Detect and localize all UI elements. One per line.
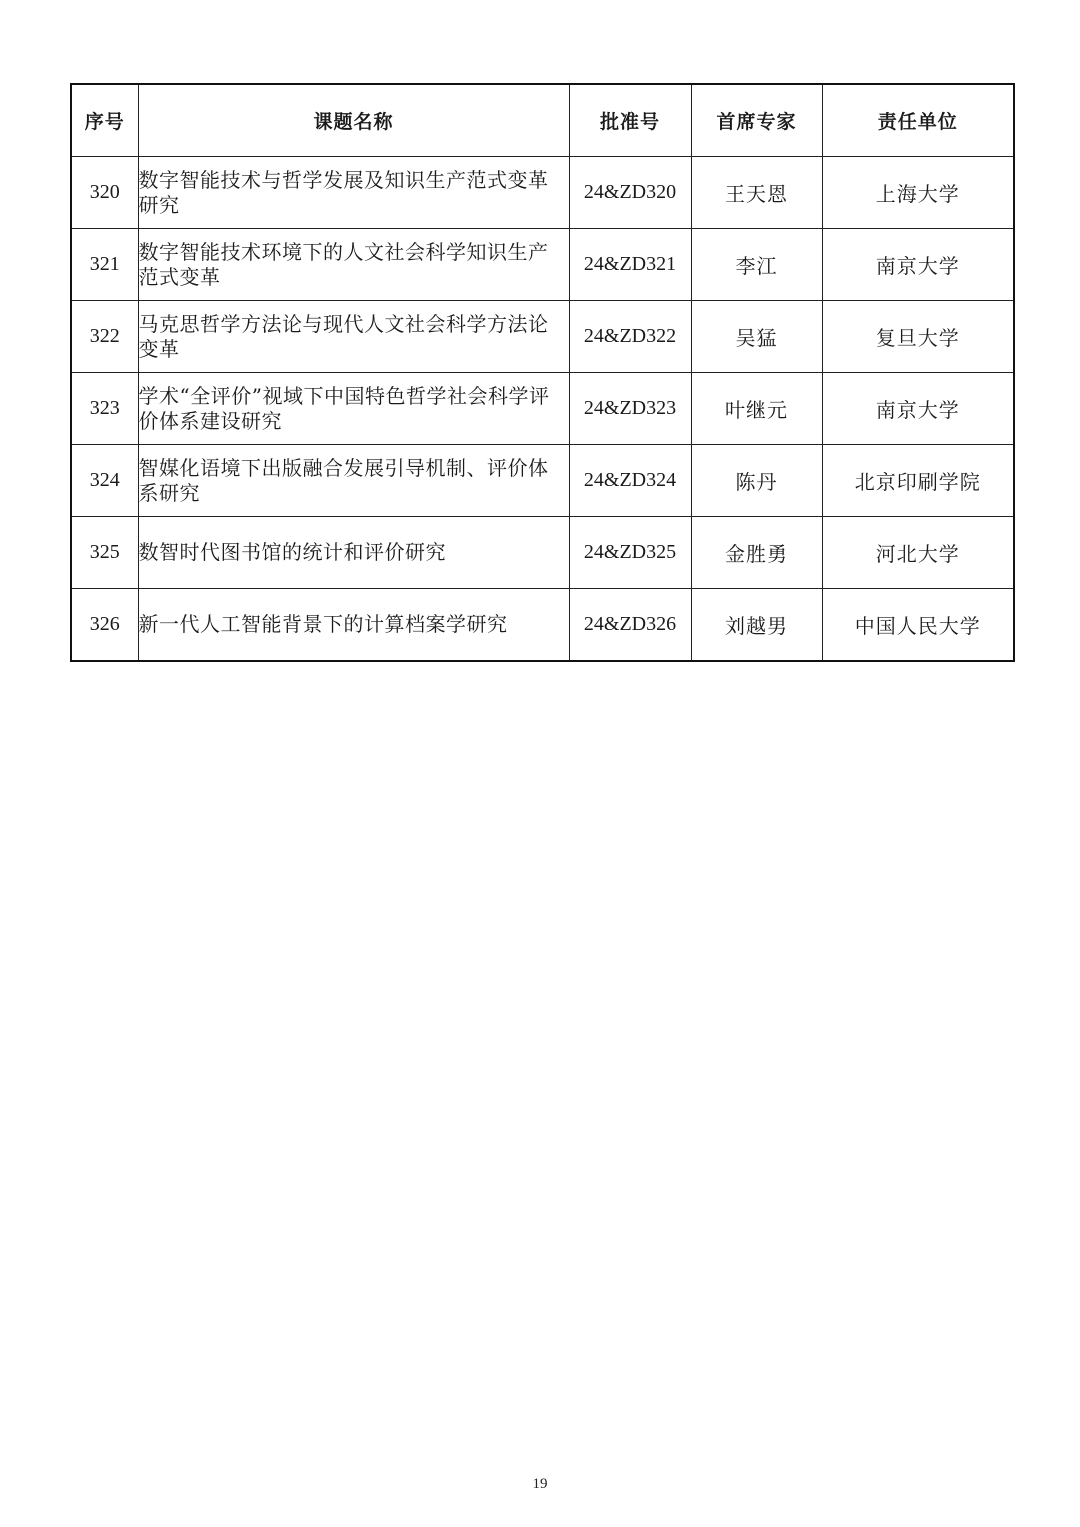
row-responsible-unit: 北京印刷学院 — [822, 445, 1014, 517]
row-responsible-unit: 中国人民大学 — [822, 589, 1014, 662]
row-responsible-unit: 南京大学 — [822, 229, 1014, 301]
row-chief-expert: 李江 — [691, 229, 822, 301]
table-row — [71, 157, 1014, 229]
header-code: 批准号 — [569, 84, 691, 157]
row-approval-code: 24&ZD326 — [569, 589, 691, 662]
row-approval-code: 24&ZD321 — [569, 229, 691, 301]
row-approval-code: 24&ZD325 — [569, 517, 691, 589]
row-approval-code: 24&ZD324 — [569, 445, 691, 517]
table-row — [71, 517, 1014, 589]
row-number: 321 — [71, 229, 138, 301]
row-chief-expert: 刘越男 — [691, 589, 822, 662]
row-title: 马克思哲学方法论与现代人文社会科学方法论变革 — [138, 301, 569, 373]
row-number: 325 — [71, 517, 138, 589]
row-number: 322 — [71, 301, 138, 373]
table-header-row — [71, 84, 1014, 157]
row-chief-expert: 王天恩 — [691, 157, 822, 229]
row-chief-expert: 吴猛 — [691, 301, 822, 373]
row-title: 新一代人工智能背景下的计算档案学研究 — [138, 589, 569, 662]
row-chief-expert: 叶继元 — [691, 373, 822, 445]
row-title: 数字智能技术环境下的人文社会科学知识生产范式变革 — [138, 229, 569, 301]
row-number: 326 — [71, 589, 138, 662]
row-number: 323 — [71, 373, 138, 445]
row-approval-code: 24&ZD322 — [569, 301, 691, 373]
row-title: 数字智能技术与哲学发展及知识生产范式变革研究 — [138, 157, 569, 229]
row-approval-code: 24&ZD320 — [569, 157, 691, 229]
row-responsible-unit: 上海大学 — [822, 157, 1014, 229]
row-number: 320 — [71, 157, 138, 229]
row-responsible-unit: 南京大学 — [822, 373, 1014, 445]
table-row — [71, 589, 1014, 662]
table-row — [71, 229, 1014, 301]
projects-table — [70, 83, 1015, 662]
row-responsible-unit: 复旦大学 — [822, 301, 1014, 373]
page-number: 19 — [532, 1476, 548, 1492]
table-row — [71, 301, 1014, 373]
row-title: 数智时代图书馆的统计和评价研究 — [138, 517, 569, 589]
table-row — [71, 373, 1014, 445]
row-number: 324 — [71, 445, 138, 517]
table-row — [71, 445, 1014, 517]
header-no: 序号 — [71, 84, 138, 157]
header-expert: 首席专家 — [691, 84, 822, 157]
row-title: 智媒化语境下出版融合发展引导机制、评价体系研究 — [138, 445, 569, 517]
header-unit: 责任单位 — [822, 84, 1014, 157]
row-responsible-unit: 河北大学 — [822, 517, 1014, 589]
row-chief-expert: 金胜勇 — [691, 517, 822, 589]
row-chief-expert: 陈丹 — [691, 445, 822, 517]
row-approval-code: 24&ZD323 — [569, 373, 691, 445]
row-title: 学术“全评价”视域下中国特色哲学社会科学评价体系建设研究 — [138, 373, 569, 445]
header-title: 课题名称 — [138, 84, 569, 157]
